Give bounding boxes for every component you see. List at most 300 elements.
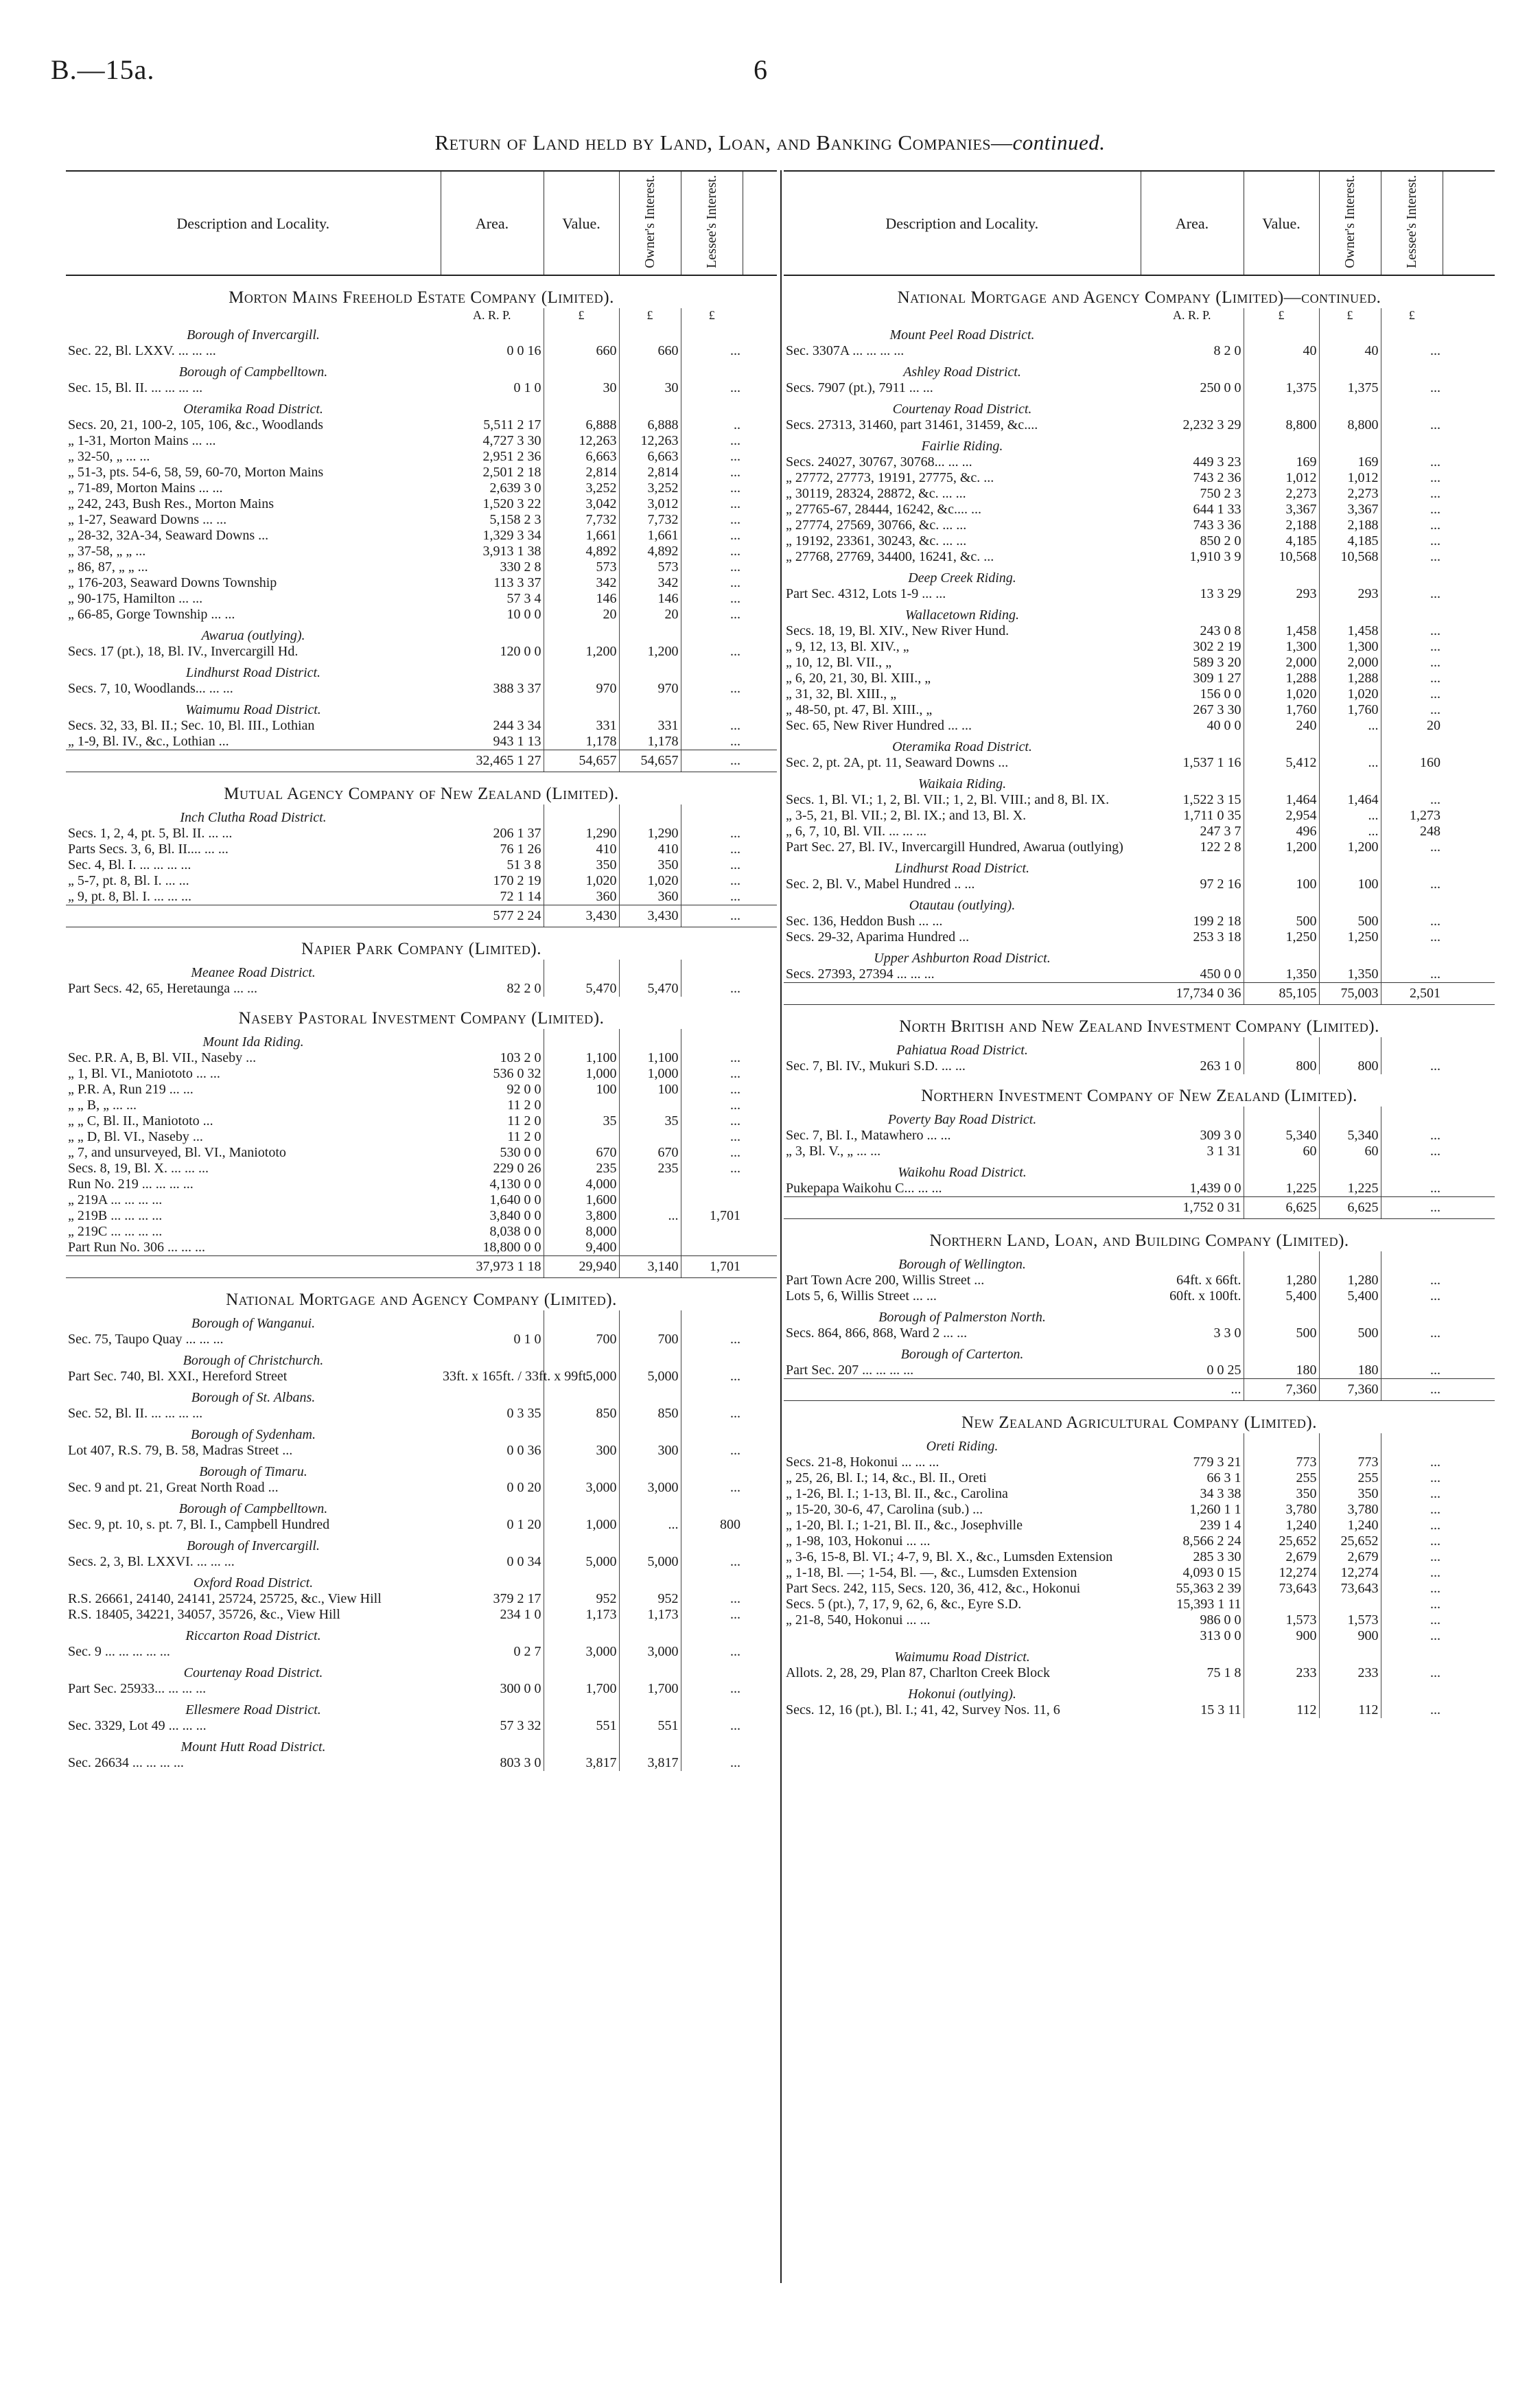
district-heading: Borough of Timaru. (199, 1464, 307, 1479)
area-cell (1141, 945, 1244, 966)
total-row (66, 905, 777, 927)
area-cell: 239 1 4 (1200, 1518, 1241, 1533)
area-cell (441, 697, 544, 718)
row-spacer (743, 417, 777, 433)
row-spacer (1443, 1549, 1495, 1565)
row-spacer (743, 1517, 777, 1533)
description-cell: „ 219A ... ... ... ... (68, 1192, 163, 1207)
row-spacer (1443, 1288, 1495, 1304)
area-unit: A. R. P. (1172, 308, 1211, 322)
area-cell: 2,951 2 36 (482, 449, 541, 464)
total-area: 32,465 1 27 (441, 750, 544, 772)
lessee-cell: ... (1381, 655, 1443, 671)
district-heading-row (66, 960, 777, 981)
row-spacer (1443, 1597, 1495, 1612)
row-spacer (1443, 322, 1495, 343)
table-row (784, 639, 1495, 655)
row-spacer (743, 1177, 777, 1192)
district-heading: Oteramika Road District. (183, 402, 323, 417)
table-row (784, 1612, 1495, 1628)
value-cell (1244, 396, 1319, 417)
area-cell (1141, 359, 1244, 380)
value-cell: 30 (544, 380, 619, 396)
lessee-cell (1381, 322, 1443, 343)
district-heading-row (784, 565, 1495, 586)
page-reference: B.—15a. (51, 54, 155, 85)
value-cell (1244, 359, 1319, 380)
owner-cell (1319, 1107, 1381, 1128)
owner-cell: 169 (1319, 454, 1381, 470)
area-cell: 1,520 3 22 (482, 496, 541, 511)
value-cell (544, 960, 619, 981)
lessee-cell (1381, 359, 1443, 380)
row-spacer (1443, 808, 1495, 824)
lessee-cell: ... (1381, 1565, 1443, 1581)
owner-cell: 6,888 (619, 417, 681, 433)
value-cell: 1,280 (1244, 1273, 1319, 1288)
lessee-cell: ... (681, 1145, 743, 1161)
section-heading-row (784, 1219, 1495, 1252)
owner-cell: 3,780 (1319, 1502, 1381, 1518)
owner-cell: 5,000 (619, 1554, 681, 1570)
area-cell: 743 2 36 (1193, 470, 1241, 485)
row-spacer (1443, 983, 1495, 1005)
lessee-cell: ... (1381, 486, 1443, 502)
lessee-cell: ... (681, 1591, 743, 1607)
value-cell (1244, 1159, 1319, 1181)
description-cell: Secs. 20, 21, 100-2, 105, 106, &c., Woodlands (68, 417, 323, 432)
description-cell: „ „ D, Bl. VI., Naseby ... (68, 1129, 203, 1144)
district-heading: Oteramika Road District. (892, 739, 1032, 754)
area-cell: 57 3 32 (500, 1718, 541, 1733)
table-row (784, 808, 1495, 824)
value-cell: 146 (544, 591, 619, 607)
area-cell: 243 0 8 (1200, 623, 1241, 638)
total-row (784, 1379, 1495, 1401)
row-spacer (1443, 945, 1495, 966)
description-cell: „ 219B ... ... ... ... (68, 1208, 163, 1223)
total-area: 17,734 0 36 (1141, 983, 1244, 1005)
value-cell (1244, 1037, 1319, 1058)
area-cell (1141, 771, 1244, 792)
row-spacer (743, 1369, 777, 1385)
section-heading-row (784, 1005, 1495, 1038)
value-cell: 350 (544, 857, 619, 873)
lessee-cell: ... (1381, 1533, 1443, 1549)
lessee-cell: ... (1381, 1363, 1443, 1379)
description-cell: Sec. 65, New River Hundred ... ... (786, 718, 972, 733)
lessee-cell (1381, 1681, 1443, 1702)
table-row (66, 826, 777, 842)
company-heading: Naseby Pastoral Investment Company (Limited). (238, 1009, 605, 1028)
table-row (66, 449, 777, 465)
table-row (784, 586, 1495, 602)
description-cell: Secs. 7, 10, Woodlands... ... ... (68, 681, 233, 696)
area-cell (441, 960, 544, 981)
area-cell: 3 3 0 (1213, 1325, 1241, 1341)
value-cell: 35 (544, 1113, 619, 1129)
area-cell: 156 0 0 (1200, 686, 1241, 702)
value-cell: 233 (1244, 1665, 1319, 1681)
district-heading-row (784, 892, 1495, 914)
lessee-cell: ... (681, 1369, 743, 1385)
lessee-cell: ... (1381, 1628, 1443, 1644)
row-spacer (1443, 1273, 1495, 1288)
value-cell (544, 1422, 619, 1443)
row-spacer (743, 575, 777, 591)
area-cell (1141, 1433, 1244, 1455)
lessee-cell: ... (1381, 929, 1443, 945)
description-cell: Secs. 1, Bl. VI.; 1, 2, Bl. VII.; 1, 2, Bl. VIII.; and 8, Bl. IX. (786, 792, 1110, 807)
table-row (66, 481, 777, 496)
area-cell (1141, 892, 1244, 914)
district-heading-row (66, 1496, 777, 1517)
value-cell: 1,760 (1244, 702, 1319, 718)
owner-cell: 3,367 (1319, 502, 1381, 518)
row-spacer (1443, 623, 1495, 639)
total-row (784, 1197, 1495, 1219)
table-row (66, 718, 777, 734)
lessee-cell (681, 1570, 743, 1591)
district-heading-row (66, 1347, 777, 1369)
district-heading: Borough of Wellington. (898, 1257, 1026, 1272)
owner-cell: 1,240 (1319, 1518, 1381, 1533)
district-heading: Waimumu Road District. (894, 1649, 1030, 1665)
area-cell (1141, 1341, 1244, 1363)
description-cell: Allots. 2, 28, 29, Plan 87, Charlton Creek Block (786, 1665, 1050, 1680)
row-spacer (743, 1385, 777, 1406)
row-spacer (1443, 855, 1495, 877)
col-spacer (1443, 171, 1495, 275)
area-cell: 72 1 14 (500, 889, 541, 904)
row-spacer (743, 1192, 777, 1208)
description-cell: Run No. 219 ... ... ... ... (68, 1177, 194, 1192)
lessee-cell: ... (681, 1718, 743, 1734)
area-cell (1141, 1304, 1244, 1325)
row-spacer (1443, 1107, 1495, 1128)
lessee-cell: ... (681, 1406, 743, 1422)
area-cell: 267 3 30 (1193, 702, 1241, 717)
area-cell (1141, 322, 1244, 343)
table-row (784, 502, 1495, 518)
description-cell: „ 5-7, pt. 8, Bl. I. ... ... (68, 873, 189, 888)
row-spacer (743, 981, 777, 997)
area-cell (441, 1422, 544, 1443)
district-heading: Borough of St. Albans. (191, 1390, 316, 1405)
area-cell: 1,711 0 35 (1183, 808, 1241, 823)
col-owner-label: Owner's Interest. (1342, 175, 1357, 268)
table-row (66, 981, 777, 997)
district-heading: Waimumu Road District. (185, 702, 321, 717)
owner-cell: 25,652 (1319, 1533, 1381, 1549)
total-row (66, 750, 777, 772)
value-unit: £ (1244, 308, 1319, 322)
table-row (66, 1066, 777, 1082)
lessee-cell: ... (1381, 533, 1443, 549)
description-cell: „ 6, 20, 21, 30, Bl. XIII., „ (786, 671, 931, 686)
district-heading-row (66, 322, 777, 343)
row-spacer (1443, 1470, 1495, 1486)
value-cell: 1,020 (544, 873, 619, 889)
row-spacer (743, 1145, 777, 1161)
district-heading: Courtenay Road District. (892, 402, 1032, 417)
value-cell (544, 1660, 619, 1681)
total-area: 1,752 0 31 (1141, 1197, 1244, 1219)
area-cell: 803 3 0 (500, 1755, 541, 1770)
table-row (784, 755, 1495, 771)
left-table-body (66, 171, 777, 1771)
table-row (66, 889, 777, 905)
value-cell (544, 1496, 619, 1517)
col-lessee-label: Lessee's Interest. (704, 175, 719, 268)
value-cell: 255 (1244, 1470, 1319, 1486)
owner-cell (619, 1385, 681, 1406)
owner-cell (619, 1496, 681, 1517)
total-spacer (784, 983, 1141, 1005)
row-spacer (1443, 308, 1495, 322)
owner-cell (619, 1224, 681, 1240)
lessee-cell (681, 1347, 743, 1369)
value-cell: 4,892 (544, 544, 619, 559)
area-cell: 253 3 18 (1193, 929, 1241, 945)
description-cell: „ 242, 243, Bush Res., Morton Mains (68, 496, 274, 511)
row-spacer (1443, 417, 1495, 433)
district-heading-row (66, 396, 777, 417)
owner-cell (619, 1570, 681, 1591)
lessee-cell: ... (1381, 1058, 1443, 1074)
district-heading-row (66, 1697, 777, 1718)
area-cell (441, 1660, 544, 1681)
area-cell (441, 359, 544, 380)
lessee-cell (681, 1177, 743, 1192)
description-cell: Part Run No. 306 ... ... ... (68, 1240, 205, 1255)
owner-cell: 1,573 (1319, 1612, 1381, 1628)
row-spacer (743, 1496, 777, 1517)
col-owner-header (1319, 171, 1381, 275)
left-table (66, 170, 777, 1771)
description-cell: Part Sec. 27, Bl. IV., Invercargill Hundred, Awarua (outlying) (786, 840, 1123, 855)
owner-cell (1319, 1341, 1381, 1363)
lessee-cell: ... (1381, 586, 1443, 602)
value-cell (544, 396, 619, 417)
area-cell: 122 2 8 (1200, 840, 1241, 855)
row-spacer (1443, 929, 1495, 945)
description-cell: Sec. P.R. A, B, Bl. VII., Naseby ... (68, 1050, 257, 1065)
total-lessee: ... (681, 905, 743, 927)
table-row (784, 1058, 1495, 1074)
description-cell: Secs. 2, 3, Bl. LXXVI. ... ... ... (68, 1554, 235, 1569)
area-cell: 285 3 30 (1193, 1549, 1241, 1564)
area-cell (1141, 1644, 1244, 1665)
section-heading-row (784, 1401, 1495, 1434)
company-heading: National Mortgage and Agency Company (Limited)—continued. (897, 288, 1381, 307)
owner-cell: 5,470 (619, 981, 681, 997)
area-cell: 300 0 0 (500, 1681, 541, 1696)
row-spacer (1443, 1128, 1495, 1144)
lessee-cell: 800 (681, 1517, 743, 1533)
area-cell (441, 1496, 544, 1517)
value-cell (544, 1098, 619, 1113)
row-spacer (1443, 655, 1495, 671)
value-cell (544, 1129, 619, 1145)
page-number: 6 (754, 54, 767, 85)
row-spacer (743, 1660, 777, 1681)
owner-cell: 342 (619, 575, 681, 591)
description-cell: „ 1-98, 103, Hokonui ... ... (786, 1533, 931, 1549)
row-spacer (1443, 1455, 1495, 1470)
value-cell: 10,568 (1244, 549, 1319, 565)
lessee-cell: ... (681, 1443, 743, 1459)
lessee-cell: ... (681, 528, 743, 544)
table-row (784, 1325, 1495, 1341)
area-cell: 1,910 3 9 (1189, 549, 1241, 564)
owner-cell: 1,250 (1319, 929, 1381, 945)
value-cell: 235 (544, 1161, 619, 1177)
owner-cell: 6,663 (619, 449, 681, 465)
section-heading-row (66, 997, 777, 1029)
total-lessee: 2,501 (1381, 983, 1443, 1005)
owner-cell: 350 (619, 857, 681, 873)
row-spacer (743, 842, 777, 857)
row-spacer (743, 1066, 777, 1082)
row-spacer (743, 1050, 777, 1066)
value-cell: 1,000 (544, 1517, 619, 1533)
owner-cell (1319, 945, 1381, 966)
value-cell (1244, 771, 1319, 792)
row-spacer (743, 1082, 777, 1098)
value-cell: 952 (544, 1591, 619, 1607)
value-cell: 5,000 (544, 1554, 619, 1570)
description-cell: „ 176-203, Seaward Downs Township (68, 575, 277, 590)
area-cell: 302 2 19 (1193, 639, 1241, 654)
lessee-cell (1381, 1433, 1443, 1455)
total-area: 37,973 1 18 (441, 1256, 544, 1278)
value-cell: 293 (1244, 586, 1319, 602)
area-cell: 64ft. x 66ft. (1176, 1273, 1241, 1288)
lessee-cell: 160 (1381, 755, 1443, 771)
district-heading-row (784, 433, 1495, 454)
section-heading-row (784, 275, 1495, 308)
area-cell: 234 1 0 (500, 1607, 541, 1622)
value-cell: 1,600 (544, 1192, 619, 1208)
owner-cell (1319, 602, 1381, 623)
area-cell: 3,840 0 0 (489, 1208, 541, 1223)
lessee-cell: ... (681, 1050, 743, 1066)
table-row (66, 1406, 777, 1422)
lessee-cell: ... (681, 1098, 743, 1113)
description-cell: „ 48-50, pt. 47, Bl. XIII., „ (786, 702, 933, 717)
value-cell: 1,288 (1244, 671, 1319, 686)
description-cell: Sec. 22, Bl. LXXV. ... ... ... (68, 343, 216, 358)
owner-cell: 360 (619, 889, 681, 905)
table-row (66, 528, 777, 544)
owner-cell (1319, 855, 1381, 877)
value-cell (544, 1697, 619, 1718)
district-heading: Borough of Campbelltown. (178, 1501, 328, 1516)
table-row (784, 686, 1495, 702)
description-cell: Secs. 7907 (pt.), 7911 ... ... (786, 380, 933, 395)
row-spacer (743, 1755, 777, 1771)
row-spacer (743, 697, 777, 718)
lessee-cell: ... (681, 842, 743, 857)
district-heading-row (66, 1029, 777, 1050)
district-heading-row (784, 1341, 1495, 1363)
description-cell: „ 9, pt. 8, Bl. I. ... ... ... (68, 889, 191, 904)
district-heading: Mount Ida Riding. (202, 1034, 304, 1050)
owner-cell: 5,400 (1319, 1288, 1381, 1304)
value-cell (544, 623, 619, 644)
table-row (784, 518, 1495, 533)
row-spacer (743, 1718, 777, 1734)
area-cell: 33ft. x 165ft. / 33ft. x 99ft. (443, 1369, 590, 1384)
table-row (784, 1533, 1495, 1549)
description-cell: Secs. 27393, 27394 ... ... ... (786, 966, 935, 982)
district-heading: Oreti Riding. (926, 1439, 999, 1454)
lessee-cell: ... (681, 1480, 743, 1496)
description-cell: Sec. 9 ... ... ... ... ... (68, 1644, 170, 1659)
lessee-cell (1381, 1251, 1443, 1273)
lessee-cell: ... (1381, 1581, 1443, 1597)
description-cell: „ 6, 7, 10, Bl. VII. ... ... ... (786, 824, 927, 839)
value-cell: 1,200 (544, 644, 619, 660)
value-cell: 660 (544, 343, 619, 359)
area-cell (441, 804, 544, 826)
owner-cell: 300 (619, 1443, 681, 1459)
owner-cell: 410 (619, 842, 681, 857)
row-spacer (743, 1113, 777, 1129)
area-cell: 0 0 16 (506, 343, 541, 358)
value-cell: 551 (544, 1718, 619, 1734)
owner-cell: 3,012 (619, 496, 681, 512)
lessee-cell: ... (1381, 792, 1443, 808)
owner-cell: 146 (619, 591, 681, 607)
table-row (66, 343, 777, 359)
table-row (784, 1128, 1495, 1144)
district-heading-row (784, 1681, 1495, 1702)
owner-cell (1319, 396, 1381, 417)
owner-cell (619, 396, 681, 417)
row-spacer (743, 528, 777, 544)
owner-cell: 800 (1319, 1058, 1381, 1074)
lessee-cell: ... (1381, 1486, 1443, 1502)
total-lessee: ... (1381, 1379, 1443, 1401)
district-heading-row (784, 1107, 1495, 1128)
value-cell: 1,375 (1244, 380, 1319, 396)
lessee-cell (681, 1240, 743, 1256)
row-spacer (1443, 671, 1495, 686)
value-cell (1244, 1341, 1319, 1363)
lessee-cell: ... (1381, 1325, 1443, 1341)
lessee-cell: ... (681, 380, 743, 396)
row-spacer (1443, 502, 1495, 518)
district-heading: Upper Ashburton Road District. (874, 951, 1051, 966)
table-row (66, 465, 777, 481)
value-cell (1244, 602, 1319, 623)
owner-cell (1319, 892, 1381, 914)
table-row (66, 842, 777, 857)
lessee-cell: ... (1381, 380, 1443, 396)
area-cell: 11 2 0 (507, 1129, 541, 1144)
table-row (66, 433, 777, 449)
owner-cell: ... (1319, 808, 1381, 824)
section-heading-row (66, 1278, 777, 1311)
area-cell: 103 2 0 (500, 1050, 541, 1065)
lessee-cell: ... (681, 826, 743, 842)
row-spacer (1443, 1251, 1495, 1273)
district-heading: Borough of Sydenham. (190, 1427, 316, 1442)
total-owner: 7,360 (1319, 1379, 1381, 1401)
description-cell: Secs. 21-8, Hokonui ... ... ... (786, 1455, 940, 1470)
